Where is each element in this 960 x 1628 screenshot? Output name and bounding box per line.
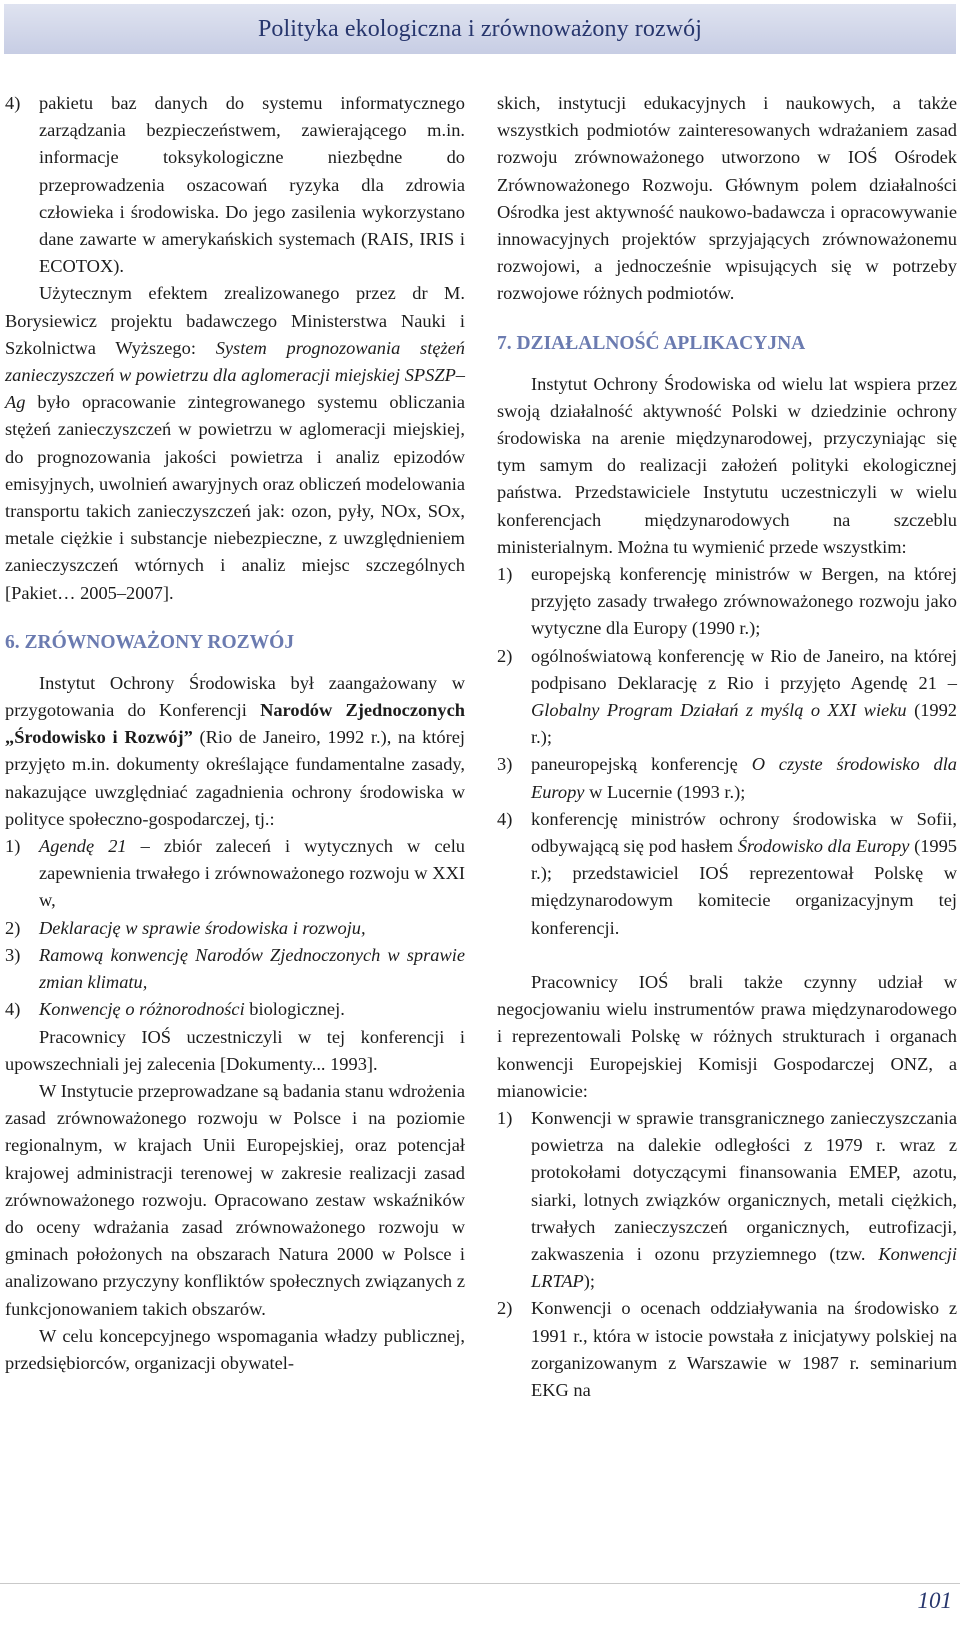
list-item-rest: biologicznej. (244, 999, 345, 1020)
list-item-text (531, 751, 957, 805)
paragraph: Pracownicy IOŚ brali także czynny udział w negocjowaniu wielu instrumentów prawa międzynarodowego i reprezentowali Polskę w różnych strukturach i organach konwencji Europejskiej Komisji Gospodarczej ONZ, a mianowicie: (497, 971, 957, 1101)
list-item (497, 751, 957, 805)
list-item (5, 915, 465, 942)
list-item-emphasis: Globalny Program Działań z myślą o XXI wieku (531, 700, 907, 721)
paragraph (5, 280, 465, 606)
paragraph: W Instytucie przeprowadzane są badania stanu wdrożenia zasad zrównoważonego rozwoju w Polsce i na poziomie regionalnym, w krajach Unii Europejskiej, oraz potencjał krajowej administracji terenowej w zakresie realizacji zasad zrównoważonego rozwoju. Opracowano zestaw wskaźników do oceny wdrażania zasad zrównoważonego rozwoju w gminach położonych na obszarach Natura 2000 w Polsce i analizowano przyczyny konfliktów społecznych związanych z funkcjonowaniem takich obszarów. (5, 1080, 465, 1319)
footer-rule (0, 1583, 960, 1584)
list-item-number: 2) (497, 1298, 513, 1319)
list-item (497, 561, 957, 643)
list-item (497, 643, 957, 752)
list-item-text-a: europejską konferencję ministrów w Bergen, na której przyjęto zasady trwałego zrównoważonego rozwoju jako wytyczne dla Europy (1990 r.); (531, 564, 957, 639)
paragraph-text: Instytut Ochrony Środowiska był zaangażowany w przygotowania do Konferencji (5, 672, 465, 721)
list-item (497, 806, 957, 942)
right-column (497, 90, 957, 1404)
list-item-text-b: (1995 r.); przedstawiciel IOŚ reprezentował Polskę w międzynarodowym komitecie organizacyjnym tej konferencji. (531, 836, 957, 938)
list-item-text-b: ); (583, 1271, 596, 1292)
list-item-text: pakietu baz danych do systemu informatycznego zarządzania bezpieczeństwem, zawierającego m.in. informacje toksykologiczne niezbędne do przeprowadzenia oszacowań ryzyka dla zdrowia człowieka i środowiska. Do jego zasilenia wykorzystano dane zawarte w amerykańskich systemach (RAIS, IRIS i ECOTOX). (39, 93, 465, 277)
list-item-emphasis: O czyste środowisko dla Europy (531, 754, 958, 802)
list-item (5, 833, 465, 915)
conference-name: Narodów Zjednoczonych „Środowisko i Rozwój” (5, 700, 465, 748)
list-item-emphasis: Środowisko dla Europy (737, 836, 910, 857)
list-item-text-b: (1992 r.); (531, 700, 957, 748)
running-header (4, 4, 956, 54)
paragraph: skich, instytucji edukacyjnych i naukowych, a także wszystkich podmiotów zainteresowanych wdrażaniem zasad rozwoju zrównoważonego utworzono w IOŚ Ośrodek Zrównoważonego Rozwoju. Głównym polem działalności Ośrodka jest aktywność naukowo-badawcza i opracowywanie innowacyjnych projektów sprzyjających zrównoważonemu rozwojowi, a jednocześnie wpisujących się w potrzeby rozwojowe różnych podmiotów. (497, 93, 957, 304)
page-number: 101 (917, 1588, 952, 1613)
list-item-emphasis: Agendę 21 (39, 836, 127, 857)
list-item-text (531, 806, 957, 942)
list-item (497, 1105, 957, 1295)
list-item-number: 2) (497, 645, 513, 666)
left-column (5, 90, 465, 1377)
list-item-number: 3) (497, 754, 513, 775)
list-item-text (531, 1295, 957, 1404)
paragraph (5, 670, 465, 833)
list-item-text-a: konferencję ministrów ochrony środowiska w Sofii, odbywającą się pod hasłem (531, 808, 957, 857)
paragraph: Instytut Ochrony Środowiska od wielu lat wspiera przez swoją działalność aktywność Polski w dziedzinie ochrony środowiska na arenie międzynarodowej, przyczyniając się tym samym do realizacji założeń polityki ekologicznej państwa. Przedstawiciele Instytutu uczestniczyli w wielu konferencjach międzynarodowych na szczeblu ministerialnym. Można tu wymienić przede wszystkim: (497, 373, 957, 557)
list-item-text-a: Konwencji o ocenach oddziaływania na środowisko z 1991 r., która w istocie powstała z inicjatywy polskiej na zorganizowanym z Warszawie w 1987 r. seminarium EKG na (531, 1298, 957, 1400)
list-item-emphasis: Deklarację w sprawie środowiska i rozwoju, (39, 917, 366, 938)
list-item (5, 996, 465, 1023)
paragraph-text: było opracowanie zintegrowanego systemu obliczania stężeń zanieczyszczeń w powietrzu w aglomeracji miejskiej, do prognozowania jakości powietrza i analiz epizodów emisyjnych, uwolnień awaryjnych oraz obliczeń modelowania transportu takich zanieczyszczeń jak: ozon, pyły, NOx, SOx, metale ciężkie i substancje niebezpieczne, z uwzględnieniem zanieczyszczeń wtórnych i analiz miejsc szczególnych [Pakiet… 2005–2007]. (5, 392, 465, 603)
list-item-emphasis: Konwencję o różnorodności (39, 999, 245, 1020)
list-item-number: 3) (5, 944, 21, 965)
paragraph-text: Użytecznym efektem zrealizowanego przez dr M. Borysiewicz projektu badawczego Ministerstwa Nauki i Szkolnictwa Wyższego: (5, 283, 465, 358)
list-item-number: 4) (5, 93, 21, 113)
list-item-text (531, 643, 957, 752)
running-header-title: Polityka ekologiczna i zrównoważony rozwój (257, 15, 703, 42)
section-heading-7: 7. DZIAŁALNOŚĆ APLIKACYJNA (497, 332, 806, 354)
list-item (497, 1295, 957, 1404)
list-item-text-a: ogólnoświatową konferencję w Rio de Janeiro, na której podpisano Deklarację z Rio i przyjęto Agendę 21 – (531, 645, 957, 693)
list-item-number: 1) (5, 836, 21, 857)
list-item (5, 942, 465, 996)
list-item-number: 4) (5, 999, 21, 1020)
list-item-text (531, 561, 957, 643)
list-item-number: 2) (5, 917, 21, 938)
list-item-emphasis: Konwencji LRTAP (531, 1243, 957, 1292)
list-item-text (39, 915, 465, 942)
list-item-emphasis: Ramową konwencję Narodów Zjednoczonych w sprawie zmian klimatu, (39, 944, 465, 993)
list-item-text (39, 996, 465, 1023)
project-title: System prognozowania stężeń zanieczyszczeń w powietrzu dla aglomeracji miejskiej SPSZP–Ag (5, 337, 465, 413)
spacer (497, 942, 957, 969)
list-item-text (531, 1105, 957, 1295)
list-item (5, 90, 465, 280)
paragraph: Pracownicy IOŚ uczestniczyli w tej konferencji i upowszechniali jej zalecenia [Dokumenty... 1993]. (5, 1026, 465, 1074)
list-item-text-a: Konwencji w sprawie transgranicznego zanieczyszczania powietrza na dalekie odległości z 1979 r. wraz z protokołami dotyczącymi finansowania EMEP, azotu, siarki, lotnych związków organicznych, metali ciężkich, trwałych zanieczyszczeń organicznych, eutrofizacji, zakwaszenia i ozonu przyziemnego (tzw. (531, 1107, 957, 1264)
list-item-number: 1) (497, 1107, 513, 1128)
paragraph-text: (Rio de Janeiro, 1992 r.), na której przyjęto m.in. dokumenty określające fundamentalne zasady, nakazujące uwzględniać zagadnienia ochrony środowiska w polityce społeczno-gospodarczej, tj.: (5, 727, 465, 829)
paragraph: W celu koncepcyjnego wspomagania władzy publicznej, przedsiębiorców, organizacji obywatel- (5, 1325, 465, 1373)
section-heading-6: 6. ZRÓWNOWAŻONY ROZWÓJ (5, 631, 295, 653)
list-item-number: 4) (497, 808, 513, 829)
list-item-text (39, 833, 465, 915)
list-item-text-b: w Lucernie (1993 r.); (584, 781, 746, 802)
list-item-text (39, 942, 465, 996)
list-item-text-a: paneuropejską konferencję (531, 754, 752, 775)
list-item-rest: – zbiór zaleceń i wytycznych w celu zapewnienia trwałego i zrównoważonego rozwoju w XXI w, (39, 836, 465, 911)
list-item-number: 1) (497, 564, 513, 585)
